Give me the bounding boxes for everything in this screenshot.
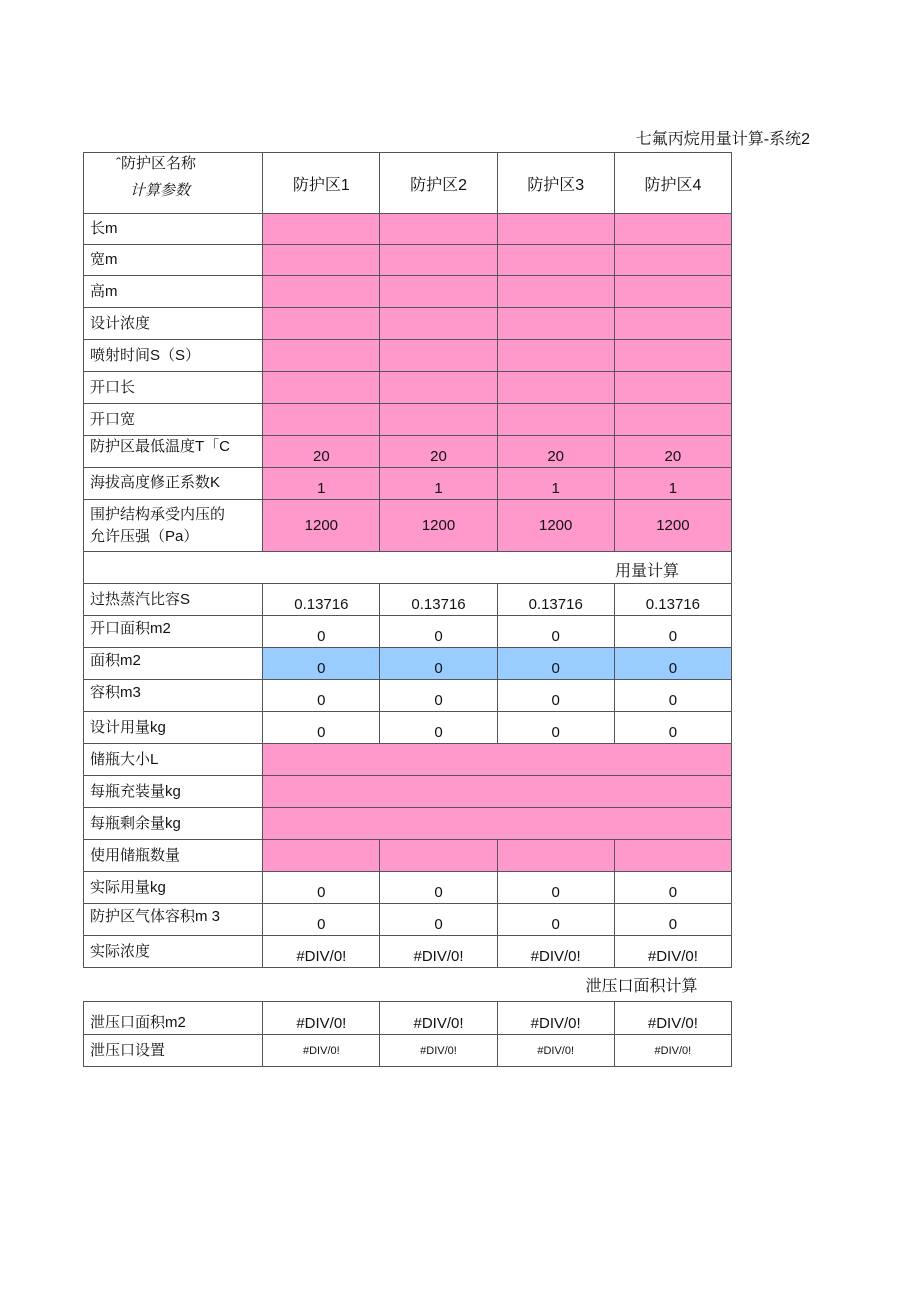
value-cell: #DIV/0! <box>380 1035 497 1067</box>
value-cell: #DIV/0! <box>380 1002 497 1035</box>
input-cell[interactable] <box>263 340 380 372</box>
value-cell: 0 <box>380 616 497 648</box>
input-cell[interactable]: 1 <box>497 468 614 500</box>
relief-row-setting <box>84 1035 732 1067</box>
row-label: 面积m2 <box>84 648 263 680</box>
result-row-actual-amount <box>84 872 732 904</box>
value-cell: #DIV/0! <box>263 936 380 968</box>
input-row-width <box>84 245 732 276</box>
value-cell: 0.13716 <box>497 584 614 616</box>
row-label: 每瓶剩余量kg <box>84 808 263 840</box>
row-label: 喷射时间S（S） <box>84 340 263 372</box>
row-label: 泄压口面积m2 <box>84 1002 263 1035</box>
result-row-gas-volume <box>84 904 732 936</box>
input-cell[interactable] <box>497 214 614 245</box>
row-label: 设计用量kg <box>84 712 263 744</box>
value-cell: 0 <box>263 712 380 744</box>
row-label-line-1: 围护结构承受内压的 <box>90 505 226 523</box>
bottle-row-residual <box>84 808 732 840</box>
row-label: 每瓶充装量kg <box>84 776 263 808</box>
header-row <box>84 153 732 214</box>
input-cell[interactable]: 1200 <box>614 500 731 552</box>
input-cell[interactable] <box>497 340 614 372</box>
input-cell-merged[interactable] <box>263 744 732 776</box>
input-cell[interactable]: 20 <box>614 436 731 468</box>
parameter-header: 计算参数 <box>130 182 191 199</box>
input-cell[interactable] <box>497 308 614 340</box>
input-cell[interactable] <box>614 214 731 245</box>
row-label: 储瓶大小L <box>84 744 263 776</box>
value-cell: 0 <box>380 648 497 680</box>
value-cell: #DIV/0! <box>497 1002 614 1035</box>
row-label: 使用储瓶数量 <box>84 840 263 872</box>
row-label: 宽m <box>84 245 263 276</box>
value-cell: 0 <box>380 712 497 744</box>
input-cell[interactable] <box>263 840 380 872</box>
value-cell: 0 <box>497 872 614 904</box>
input-cell[interactable] <box>380 372 497 404</box>
input-cell[interactable] <box>380 308 497 340</box>
input-cell[interactable] <box>380 404 497 436</box>
calc-row-volume <box>84 680 732 712</box>
row-label: 长m <box>84 214 263 245</box>
row-label <box>84 500 263 552</box>
input-row-opening-length <box>84 372 732 404</box>
input-cell[interactable] <box>614 245 731 276</box>
input-cell[interactable] <box>497 404 614 436</box>
row-label: 设计浓度 <box>84 308 263 340</box>
value-cell: 0.13716 <box>614 584 731 616</box>
input-cell[interactable] <box>263 404 380 436</box>
value-cell: #DIV/0! <box>497 1035 614 1067</box>
value-cell: #DIV/0! <box>263 1002 380 1035</box>
value-cell: 0 <box>614 872 731 904</box>
value-cell: 0.13716 <box>263 584 380 616</box>
input-row-opening-width <box>84 404 732 436</box>
input-row-design-concentration <box>84 308 732 340</box>
value-cell: #DIV/0! <box>614 1035 731 1067</box>
input-cell[interactable]: 20 <box>497 436 614 468</box>
row-label: 防护区最低温度T「C <box>84 436 263 468</box>
input-cell[interactable] <box>263 372 380 404</box>
calculation-table <box>83 152 732 1067</box>
value-cell: 0 <box>497 904 614 936</box>
zone-header-3: 防护区3 <box>497 153 614 214</box>
value-cell: #DIV/0! <box>380 936 497 968</box>
zone-header-1: 防护区1 <box>263 153 380 214</box>
row-label: 高m <box>84 276 263 308</box>
input-cell[interactable]: 20 <box>263 436 380 468</box>
value-cell: 0 <box>497 712 614 744</box>
input-row-length <box>84 214 732 245</box>
zone-name-header: ˆ防护区名称 <box>116 155 196 172</box>
relief-row-area <box>84 1002 732 1035</box>
section-title-dosage: 用量计算 <box>84 552 732 584</box>
sheet-title: 七氟丙烷用量计算-系统2 <box>635 131 810 148</box>
input-cell[interactable] <box>614 840 731 872</box>
section-title-relief: 泄压口面积计算 <box>585 978 698 995</box>
input-cell[interactable]: 1200 <box>380 500 497 552</box>
calc-row-opening-area <box>84 616 732 648</box>
value-cell: 0 <box>497 680 614 712</box>
input-cell[interactable]: 1 <box>614 468 731 500</box>
input-cell-merged[interactable] <box>263 776 732 808</box>
value-cell: #DIV/0! <box>614 936 731 968</box>
input-cell[interactable]: 1200 <box>263 500 380 552</box>
input-cell[interactable]: 1200 <box>497 500 614 552</box>
value-cell: 0 <box>263 872 380 904</box>
input-cell[interactable] <box>380 245 497 276</box>
value-cell: 0 <box>614 904 731 936</box>
value-cell: 0 <box>380 872 497 904</box>
calc-row-area <box>84 648 732 680</box>
row-label: 容积m3 <box>84 680 263 712</box>
row-label: 实际浓度 <box>84 936 263 968</box>
input-cell[interactable] <box>614 340 731 372</box>
input-cell[interactable] <box>263 245 380 276</box>
input-cell[interactable] <box>497 372 614 404</box>
value-cell: 0 <box>263 616 380 648</box>
input-cell[interactable]: 20 <box>380 436 497 468</box>
calc-row-design-amount <box>84 712 732 744</box>
input-row-min-temperature <box>84 436 732 468</box>
input-row-height <box>84 276 732 308</box>
value-cell: 0 <box>614 680 731 712</box>
input-cell[interactable] <box>614 276 731 308</box>
input-cell[interactable] <box>380 340 497 372</box>
value-cell: 0 <box>614 648 731 680</box>
value-cell: #DIV/0! <box>497 936 614 968</box>
section-row-dosage <box>84 552 732 584</box>
value-cell: 0.13716 <box>380 584 497 616</box>
value-cell: 0 <box>497 648 614 680</box>
input-cell[interactable] <box>614 404 731 436</box>
value-cell: #DIV/0! <box>263 1035 380 1067</box>
row-label: 开口长 <box>84 372 263 404</box>
value-cell: 0 <box>263 904 380 936</box>
result-row-actual-concentration <box>84 936 732 968</box>
row-label-line-2: 允许压强（Pa） <box>90 527 199 545</box>
bottle-row-size <box>84 744 732 776</box>
bottle-row-fill <box>84 776 732 808</box>
input-cell[interactable] <box>263 214 380 245</box>
row-label: 海拔高度修正系数K <box>84 468 263 500</box>
input-cell[interactable] <box>614 308 731 340</box>
row-label: 泄压口设置 <box>84 1035 263 1067</box>
input-cell[interactable] <box>497 276 614 308</box>
calc-row-specific-volume <box>84 584 732 616</box>
input-cell[interactable] <box>263 276 380 308</box>
value-cell: 0 <box>380 904 497 936</box>
value-cell: #DIV/0! <box>614 1002 731 1035</box>
bottle-row-count <box>84 840 732 872</box>
row-label: 开口面积m2 <box>84 616 263 648</box>
value-cell: 0 <box>497 616 614 648</box>
value-cell: 0 <box>614 616 731 648</box>
input-cell[interactable] <box>497 245 614 276</box>
zone-header-4: 防护区4 <box>614 153 731 214</box>
input-cell-merged[interactable] <box>263 808 732 840</box>
value-cell: 0 <box>380 680 497 712</box>
corner-header-cell <box>84 153 263 214</box>
input-cell[interactable] <box>263 308 380 340</box>
input-row-altitude-factor <box>84 468 732 500</box>
input-cell[interactable] <box>497 840 614 872</box>
row-label: 防护区气体容积m 3 <box>84 904 263 936</box>
zone-header-2: 防护区2 <box>380 153 497 214</box>
input-cell[interactable] <box>380 276 497 308</box>
input-row-spray-time <box>84 340 732 372</box>
value-cell: 0 <box>263 680 380 712</box>
value-cell: 0 <box>614 712 731 744</box>
row-label: 实际用量kg <box>84 872 263 904</box>
section-row-relief <box>84 968 732 1002</box>
input-row-allowable-pressure <box>84 500 732 552</box>
input-cell[interactable] <box>380 840 497 872</box>
row-label: 开口宽 <box>84 404 263 436</box>
input-cell[interactable] <box>614 372 731 404</box>
row-label: 过热蒸汽比容S <box>84 584 263 616</box>
value-cell: 0 <box>263 648 380 680</box>
input-cell[interactable]: 1 <box>380 468 497 500</box>
input-cell[interactable]: 1 <box>263 468 380 500</box>
input-cell[interactable] <box>380 214 497 245</box>
